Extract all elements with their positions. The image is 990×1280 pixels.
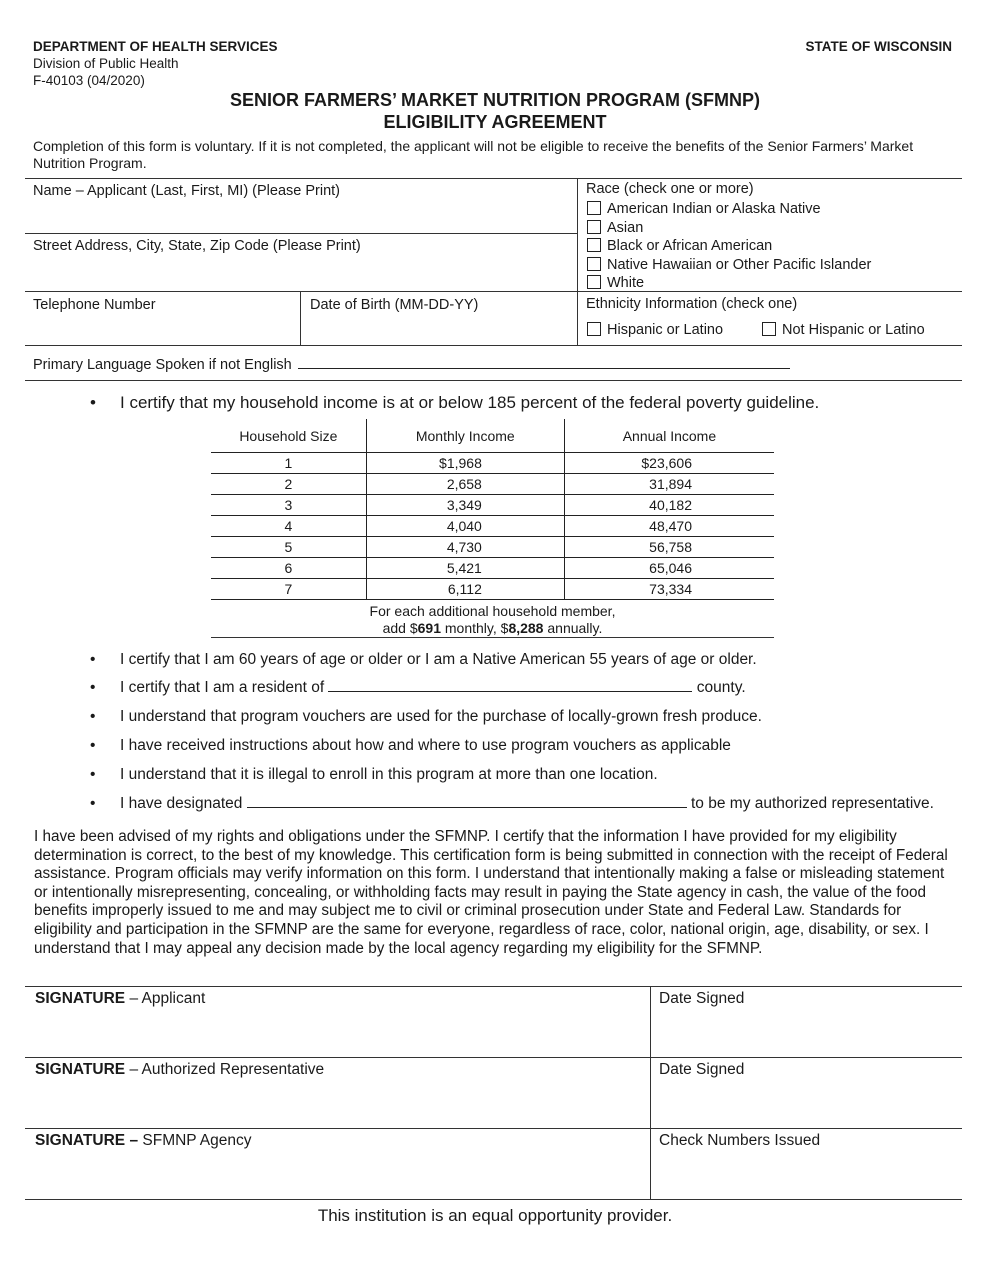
address-field-label: Street Address, City, State, Zip Code (Please Print) — [33, 238, 361, 254]
bullet: • — [90, 651, 96, 668]
ethnicity-option-label: Not Hispanic or Latino — [782, 322, 925, 338]
checkbox[interactable] — [762, 322, 776, 336]
divider — [25, 345, 962, 346]
equal-opportunity-footer: This institution is an equal opportunity provider. — [317, 1206, 673, 1225]
table-cell: 56,758 — [564, 537, 774, 558]
text: – — [125, 1132, 139, 1149]
rights-statement: I have been advised of my rights and obligations under the SFMNP. I certify that the information I have provided for my eligibility determination is correct, to the best of my knowledge. This certification form is being submitted in connection with the receipt of Federal assistance. Program officials may verify information on this form. I understand that intentionally making a false or misleading statement or intentionally misrepresenting, concealing, or withholding facts may result in paying the State agency in cash, the value of the food benefits improperly issued to me and may subject me to civil or criminal prosecution under State and Federal Law. Standards for eligibility and participation in the SFMNP are the same for everyone, regardless of race, color, national origin, age, disability, or sex. I understand that I may appeal any decision made by the local agency regarding my eligibility for the SFMNP. — [34, 828, 948, 957]
race-option-label: American Indian or Alaska Native — [607, 201, 821, 217]
checkbox[interactable] — [587, 257, 601, 271]
dob-field-label: Date of Birth (MM-DD-YY) — [310, 297, 479, 313]
department-name: DEPARTMENT OF HEALTH SERVICES — [33, 39, 278, 54]
additional-monthly: 691 — [417, 620, 441, 636]
language-row — [33, 356, 790, 373]
certify-instructions-text: I have received instructions about how and where to use program vouchers as applicable — [120, 737, 731, 754]
phone-field[interactable] — [30, 316, 295, 342]
divider — [25, 986, 962, 987]
county-field[interactable] — [328, 679, 692, 692]
bullet: • — [90, 393, 96, 412]
divider — [577, 178, 578, 345]
table-cell: $1,968 — [366, 453, 564, 474]
form-title: SENIOR FARMERS’ MARKET NUTRITION PROGRAM (SFMNP) — [230, 90, 760, 110]
form-subtitle: ELIGIBILITY AGREEMENT — [383, 112, 607, 132]
divider — [25, 178, 962, 179]
address-field[interactable] — [30, 257, 570, 287]
race-option[interactable] — [587, 200, 871, 219]
table-cell: 2,658 — [366, 474, 564, 495]
division-name: Division of Public Health — [33, 56, 179, 71]
check-numbers-label: Check Numbers Issued — [659, 1132, 821, 1149]
table-row — [211, 495, 774, 516]
language-field[interactable] — [298, 356, 790, 369]
additional-note-line — [211, 620, 774, 637]
table-cell: 5,421 — [366, 558, 564, 579]
certify-illegal-text: I understand that it is illegal to enroll in this program at more than one location. — [120, 766, 658, 783]
table-cell: 48,470 — [564, 516, 774, 537]
intro-text: Completion of this form is voluntary. If it is not completed, the applicant will not be eligible to receive the benefits of the Senior Farmers’ Market Nutrition Program. — [33, 138, 914, 171]
state-name: STATE OF WISCONSIN — [805, 39, 952, 54]
table-row — [211, 558, 774, 579]
text: county. — [696, 679, 746, 696]
sig-word: SIGNATURE — [35, 1132, 126, 1149]
table-cell: $23,606 — [564, 453, 774, 474]
table-row — [211, 453, 774, 474]
checkbox[interactable] — [587, 201, 601, 215]
table-row — [211, 537, 774, 558]
divider — [25, 1057, 962, 1058]
representative-date-field[interactable] — [655, 1083, 955, 1125]
representative-field[interactable] — [247, 795, 687, 808]
table-row — [211, 579, 774, 600]
divider — [25, 1128, 962, 1129]
representative-signature-label — [35, 1061, 324, 1079]
bullet: • — [90, 708, 96, 725]
check-numbers-field[interactable] — [655, 1154, 955, 1196]
checkbox[interactable] — [587, 275, 601, 289]
text: I certify that I am a resident of — [120, 679, 325, 696]
agency-signature-label — [35, 1132, 252, 1150]
divider — [25, 233, 578, 234]
table-cell: 2 — [211, 474, 366, 495]
representative-date-label: Date Signed — [659, 1061, 745, 1078]
race-option[interactable] — [587, 219, 871, 238]
table-row — [211, 474, 774, 495]
ethnicity-option-label: Hispanic or Latino — [607, 322, 724, 338]
race-option[interactable] — [587, 274, 871, 293]
divider — [300, 291, 301, 345]
table-cell: 7 — [211, 579, 366, 600]
table-cell: 65,046 — [564, 558, 774, 579]
text: – Authorized Representative — [125, 1061, 325, 1078]
divider — [650, 986, 651, 1199]
text: I have designated — [120, 795, 243, 812]
representative-signature-field[interactable] — [30, 1083, 642, 1125]
certify-age-text: I certify that I am 60 years of age or older or I am a Native American 55 years of age or older. — [120, 651, 757, 668]
text: – Applicant — [125, 990, 206, 1007]
additional-member-note — [211, 603, 774, 637]
note-text: monthly, $ — [441, 620, 509, 636]
table-cell: 6,112 — [366, 579, 564, 600]
race-option[interactable] — [587, 256, 871, 275]
bullet: • — [90, 737, 96, 754]
table-row — [211, 516, 774, 537]
checkbox[interactable] — [587, 238, 601, 252]
table-cell: 3,349 — [366, 495, 564, 516]
applicant-date-field[interactable] — [655, 1012, 955, 1054]
note-text: add $ — [382, 620, 418, 636]
column-header: Monthly Income — [366, 419, 564, 453]
additional-annual: 8,288 — [508, 620, 544, 636]
income-table — [211, 419, 774, 600]
race-option-label: Native Hawaiian or Other Pacific Islander — [607, 256, 872, 273]
table-cell: 31,894 — [564, 474, 774, 495]
note-text: annually. — [543, 620, 603, 636]
agency-signature-field[interactable] — [30, 1154, 642, 1196]
table-cell: 4 — [211, 516, 366, 537]
applicant-date-label: Date Signed — [659, 990, 745, 1007]
race-option[interactable] — [587, 237, 871, 256]
sig-word: SIGNATURE — [35, 990, 126, 1007]
race-label: Race (check one or more) — [586, 181, 754, 197]
divider — [25, 380, 962, 381]
table-cell: 1 — [211, 453, 366, 474]
checkbox[interactable] — [587, 220, 601, 234]
checkbox[interactable] — [587, 322, 601, 336]
ethnicity-option[interactable] — [762, 322, 925, 338]
language-field-label: Primary Language Spoken if not English — [33, 357, 292, 373]
text: to be my authorized representative. — [691, 795, 934, 812]
ethnicity-label: Ethnicity Information (check one) — [586, 296, 798, 312]
bullet: • — [90, 766, 96, 783]
certify-resident-text — [120, 679, 746, 697]
sig-word: SIGNATURE — [35, 1061, 126, 1078]
divider — [211, 637, 774, 638]
text: SFMNP Agency — [138, 1132, 252, 1149]
bullet: • — [90, 679, 96, 696]
race-option-label: Asian — [607, 219, 644, 236]
table-cell: 4,730 — [366, 537, 564, 558]
table-cell: 3 — [211, 495, 366, 516]
certify-vouchers-text: I understand that program vouchers are used for the purchase of locally-grown fresh produce. — [120, 708, 762, 725]
certify-designated-text — [120, 795, 934, 813]
income-certify-text: I certify that my household income is at or below 185 percent of the federal poverty guideline. — [120, 393, 820, 412]
applicant-signature-field[interactable] — [30, 1012, 642, 1054]
race-option-label: Black or African American — [607, 238, 773, 254]
column-header: Household Size — [211, 419, 366, 453]
additional-note-line: For each additional household member, — [369, 603, 616, 619]
table-cell: 6 — [211, 558, 366, 579]
column-header: Annual Income — [564, 419, 774, 453]
divider — [25, 1199, 962, 1200]
table-header-row — [211, 419, 774, 453]
table-cell: 73,334 — [564, 579, 774, 600]
table-cell: 4,040 — [366, 516, 564, 537]
bullet: • — [90, 795, 96, 812]
table-cell: 40,182 — [564, 495, 774, 516]
race-options — [587, 200, 871, 293]
name-field-label: Name – Applicant (Last, First, MI) (Please Print) — [33, 183, 341, 199]
form-number: F-40103 (04/2020) — [33, 73, 145, 88]
name-field[interactable] — [30, 202, 570, 230]
applicant-signature-label — [35, 990, 205, 1008]
race-option-label: White — [607, 275, 645, 291]
dob-field[interactable] — [305, 316, 573, 342]
phone-field-label: Telephone Number — [33, 297, 156, 313]
table-cell: 5 — [211, 537, 366, 558]
ethnicity-option[interactable] — [587, 322, 723, 338]
